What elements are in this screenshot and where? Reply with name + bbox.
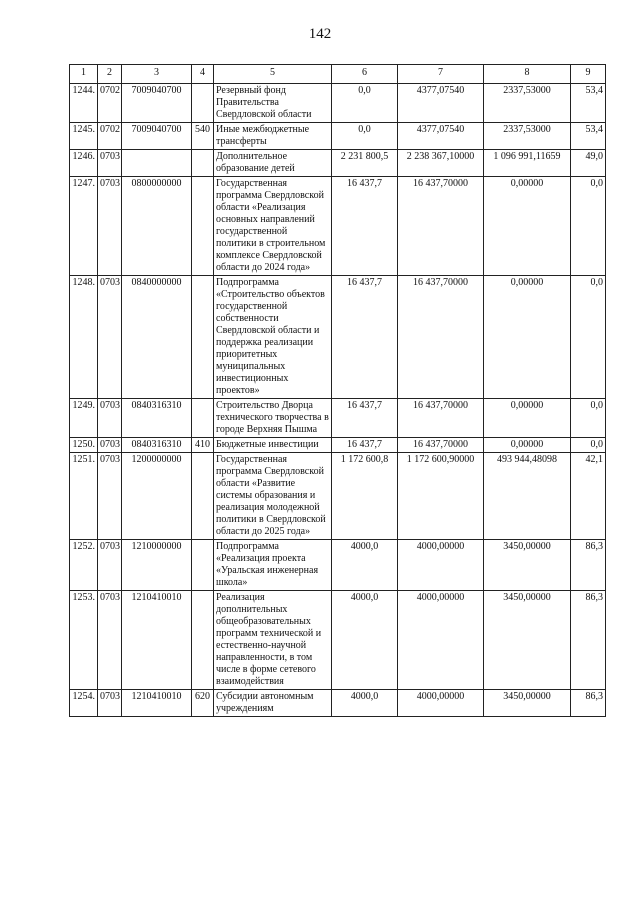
row-number: 1248. [70, 276, 98, 399]
table-header-row [70, 65, 606, 84]
table-row [70, 276, 606, 399]
execution-percent: 86,3 [571, 540, 606, 591]
column-header: 6 [332, 65, 398, 84]
expense-name: Подпрограмма «Реализация проекта «Уральская инженерная школа» [214, 540, 332, 591]
execution-percent: 53,4 [571, 84, 606, 123]
execution-percent: 0,0 [571, 177, 606, 276]
column-header: 2 [98, 65, 122, 84]
section-code: 0703 [98, 453, 122, 540]
target-article-code: 1200000000 [122, 453, 192, 540]
execution-percent: 0,0 [571, 399, 606, 438]
expense-name: Реализация дополнительных общеобразовательных программ технической и естественно-научной направленности, в том числе в форме сетевого взаимодействия [214, 591, 332, 690]
budget-list-amount: 4000,00000 [398, 591, 484, 690]
column-header: 3 [122, 65, 192, 84]
table-row [70, 123, 606, 150]
table-row [70, 84, 606, 123]
table-row [70, 399, 606, 438]
budget-list-amount: 4000,00000 [398, 690, 484, 717]
expense-name: Субсидии автономным учреждениям [214, 690, 332, 717]
budget-list-amount: 16 437,70000 [398, 177, 484, 276]
expense-name: Бюджетные инвестиции [214, 438, 332, 453]
target-article-code: 1210410010 [122, 591, 192, 690]
execution-percent: 0,0 [571, 438, 606, 453]
table-row [70, 453, 606, 540]
budget-list-amount: 16 437,70000 [398, 276, 484, 399]
expense-type-code [192, 84, 214, 123]
table-row [70, 591, 606, 690]
section-code: 0703 [98, 150, 122, 177]
budget-table [69, 64, 606, 717]
table-row [70, 540, 606, 591]
approved-amount: 0,0 [332, 84, 398, 123]
row-number: 1250. [70, 438, 98, 453]
budget-list-amount: 4377,07540 [398, 123, 484, 150]
execution-percent: 49,0 [571, 150, 606, 177]
section-code: 0703 [98, 399, 122, 438]
approved-amount: 4000,0 [332, 591, 398, 690]
expense-name: Дополнительное образование детей [214, 150, 332, 177]
row-number: 1251. [70, 453, 98, 540]
executed-amount: 0,00000 [484, 438, 571, 453]
table-row [70, 690, 606, 717]
target-article-code: 0840316310 [122, 438, 192, 453]
budget-list-amount: 4377,07540 [398, 84, 484, 123]
expense-type-code [192, 591, 214, 690]
section-code: 0703 [98, 276, 122, 399]
expense-type-code [192, 276, 214, 399]
column-header: 1 [70, 65, 98, 84]
approved-amount: 0,0 [332, 123, 398, 150]
budget-list-amount: 16 437,70000 [398, 399, 484, 438]
target-article-code [122, 150, 192, 177]
expense-type-code: 540 [192, 123, 214, 150]
section-code: 0703 [98, 540, 122, 591]
expense-type-code [192, 453, 214, 540]
expense-name: Государственная программа Свердловской области «Реализация основных направлений государственной политики в строительном комплексе Свердловской области до 2024 года» [214, 177, 332, 276]
column-header: 4 [192, 65, 214, 84]
row-number: 1253. [70, 591, 98, 690]
row-number: 1254. [70, 690, 98, 717]
column-header: 5 [214, 65, 332, 84]
column-header: 9 [571, 65, 606, 84]
table-row [70, 177, 606, 276]
section-code: 0703 [98, 690, 122, 717]
approved-amount: 1 172 600,8 [332, 453, 398, 540]
executed-amount: 2337,53000 [484, 84, 571, 123]
expense-type-code [192, 177, 214, 276]
expense-type-code [192, 540, 214, 591]
section-code: 0703 [98, 591, 122, 690]
expense-type-code [192, 399, 214, 438]
execution-percent: 86,3 [571, 591, 606, 690]
row-number: 1246. [70, 150, 98, 177]
row-number: 1244. [70, 84, 98, 123]
approved-amount: 4000,0 [332, 690, 398, 717]
execution-percent: 86,3 [571, 690, 606, 717]
target-article-code: 1210410010 [122, 690, 192, 717]
executed-amount: 3450,00000 [484, 690, 571, 717]
target-article-code: 0840316310 [122, 399, 192, 438]
table-body [70, 84, 606, 717]
budget-list-amount: 2 238 367,10000 [398, 150, 484, 177]
budget-list-amount: 1 172 600,90000 [398, 453, 484, 540]
approved-amount: 16 437,7 [332, 399, 398, 438]
row-number: 1247. [70, 177, 98, 276]
expense-name: Строительство Дворца технического творчества в городе Верхняя Пышма [214, 399, 332, 438]
expense-name: Государственная программа Свердловской области «Развитие системы образования и реализация молодежной политики в Свердловской области до 2025 года» [214, 453, 332, 540]
section-code: 0703 [98, 177, 122, 276]
execution-percent: 42,1 [571, 453, 606, 540]
column-header: 7 [398, 65, 484, 84]
target-article-code: 0800000000 [122, 177, 192, 276]
approved-amount: 4000,0 [332, 540, 398, 591]
expense-type-code [192, 150, 214, 177]
execution-percent: 0,0 [571, 276, 606, 399]
row-number: 1245. [70, 123, 98, 150]
executed-amount: 493 944,48098 [484, 453, 571, 540]
executed-amount: 2337,53000 [484, 123, 571, 150]
approved-amount: 16 437,7 [332, 177, 398, 276]
row-number: 1252. [70, 540, 98, 591]
approved-amount: 16 437,7 [332, 276, 398, 399]
expense-type-code: 620 [192, 690, 214, 717]
target-article-code: 7009040700 [122, 123, 192, 150]
section-code: 0702 [98, 84, 122, 123]
budget-list-amount: 16 437,70000 [398, 438, 484, 453]
expense-name: Резервный фонд Правительства Свердловской области [214, 84, 332, 123]
executed-amount: 3450,00000 [484, 540, 571, 591]
execution-percent: 53,4 [571, 123, 606, 150]
executed-amount: 3450,00000 [484, 591, 571, 690]
target-article-code: 0840000000 [122, 276, 192, 399]
table-row [70, 438, 606, 453]
target-article-code: 1210000000 [122, 540, 192, 591]
budget-list-amount: 4000,00000 [398, 540, 484, 591]
executed-amount: 0,00000 [484, 177, 571, 276]
page-number: 142 [308, 26, 332, 42]
executed-amount: 0,00000 [484, 276, 571, 399]
column-header: 8 [484, 65, 571, 84]
target-article-code: 7009040700 [122, 84, 192, 123]
section-code: 0702 [98, 123, 122, 150]
approved-amount: 2 231 800,5 [332, 150, 398, 177]
executed-amount: 1 096 991,11659 [484, 150, 571, 177]
section-code: 0703 [98, 438, 122, 453]
expense-name: Подпрограмма «Строительство объектов государственной собственности Свердловской области и поддержка реализации приоритетных муниципальных инвестиционных проектов» [214, 276, 332, 399]
expense-name: Иные межбюджетные трансферты [214, 123, 332, 150]
approved-amount: 16 437,7 [332, 438, 398, 453]
row-number: 1249. [70, 399, 98, 438]
expense-type-code: 410 [192, 438, 214, 453]
executed-amount: 0,00000 [484, 399, 571, 438]
table-row [70, 150, 606, 177]
